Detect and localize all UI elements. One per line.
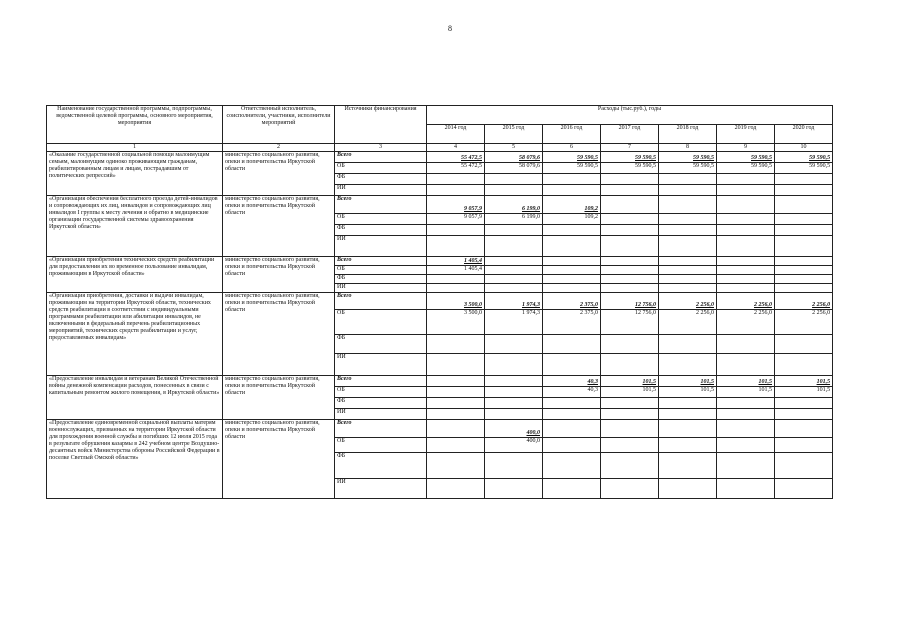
- funding-source: ОБ: [335, 214, 427, 225]
- amount-cell: 101,5: [717, 376, 775, 387]
- amount-cell: [659, 225, 717, 236]
- amount-cell: [659, 284, 717, 293]
- amount-cell: [601, 266, 659, 275]
- amount-cell: [775, 236, 833, 257]
- amount-cell: 40,3: [543, 387, 601, 398]
- amount-cell: 59 590,5: [717, 163, 775, 174]
- header-index: 2: [223, 144, 335, 152]
- amount-cell: [485, 225, 543, 236]
- amount-cell: 59 590,5: [601, 163, 659, 174]
- amount-cell: [775, 275, 833, 284]
- header-index: 8: [659, 144, 717, 152]
- amount-cell: [427, 398, 485, 409]
- amount-cell: [601, 398, 659, 409]
- amount-cell: [543, 185, 601, 196]
- funding-source: Всего: [335, 152, 427, 163]
- amount-cell: 101,5: [775, 376, 833, 387]
- amount-cell: [485, 266, 543, 275]
- amount-cell: [427, 185, 485, 196]
- amount-cell: [717, 196, 775, 214]
- amount-cell: [427, 376, 485, 387]
- amount-cell: [427, 275, 485, 284]
- amount-cell: 101,5: [601, 387, 659, 398]
- amount-cell: [659, 409, 717, 420]
- amount-cell: [717, 438, 775, 453]
- amount-cell: 12 756,0: [601, 293, 659, 310]
- amount-cell: 3 500,0: [427, 293, 485, 310]
- program-name: «Организация обеспечения бесплатного проезда детей-инвалидов и сопровождающих их лиц, инвалидов и сопровождающих лиц инвалидов I группы к месту лечения и обратно в медицинские организации государственной системы здравоохранения Иркутской области»: [47, 196, 223, 257]
- page-number: 8: [448, 24, 452, 33]
- funding-source: ОБ: [335, 310, 427, 335]
- amount-cell: [427, 174, 485, 185]
- amount-cell: [717, 398, 775, 409]
- amount-cell: [427, 354, 485, 376]
- amount-cell: 1 974,3: [485, 310, 543, 335]
- funding-source: Всего: [335, 257, 427, 266]
- amount-cell: [659, 438, 717, 453]
- amount-cell: 40,3: [543, 376, 601, 387]
- amount-cell: 1 974,3: [485, 293, 543, 310]
- table-row: [47, 152, 833, 163]
- amount-cell: 59 590,5: [601, 152, 659, 163]
- amount-cell: 2 375,0: [543, 293, 601, 310]
- amount-cell: [659, 453, 717, 479]
- amount-cell: [659, 479, 717, 499]
- amount-cell: [485, 376, 543, 387]
- amount-cell: [717, 453, 775, 479]
- amount-cell: [543, 266, 601, 275]
- header-sources: Источники финансирования: [335, 106, 427, 144]
- amount-cell: [485, 236, 543, 257]
- amount-cell: [601, 453, 659, 479]
- amount-cell: [601, 257, 659, 266]
- header-year: 2018 год: [659, 125, 717, 144]
- amount-cell: [717, 225, 775, 236]
- amount-cell: 2 256,0: [775, 293, 833, 310]
- amount-cell: [543, 479, 601, 499]
- amount-cell: [717, 420, 775, 438]
- amount-cell: 9 057,9: [427, 196, 485, 214]
- amount-cell: [543, 225, 601, 236]
- amount-cell: 2 256,0: [659, 310, 717, 335]
- amount-cell: [543, 438, 601, 453]
- amount-cell: 101,5: [659, 376, 717, 387]
- amount-cell: [659, 275, 717, 284]
- amount-cell: 58 079,6: [485, 163, 543, 174]
- amount-cell: [601, 284, 659, 293]
- amount-cell: [601, 174, 659, 185]
- amount-cell: [717, 335, 775, 354]
- amount-cell: [601, 354, 659, 376]
- amount-cell: [427, 453, 485, 479]
- funding-source: ОБ: [335, 163, 427, 174]
- amount-cell: [659, 196, 717, 214]
- funding-source: ОБ: [335, 387, 427, 398]
- amount-cell: [543, 409, 601, 420]
- amount-cell: [717, 257, 775, 266]
- amount-cell: [775, 398, 833, 409]
- amount-cell: [485, 479, 543, 499]
- executor: министерство социального развития, опеки и попечительства Иркутской области: [223, 293, 335, 376]
- amount-cell: 59 590,5: [543, 163, 601, 174]
- header-year: 2015 год: [485, 125, 543, 144]
- amount-cell: 101,5: [601, 376, 659, 387]
- amount-cell: [543, 398, 601, 409]
- amount-cell: [717, 266, 775, 275]
- amount-cell: 101,5: [659, 387, 717, 398]
- amount-cell: [427, 284, 485, 293]
- amount-cell: 55 472,5: [427, 152, 485, 163]
- program-name: «Предоставление единовременной социальной выплаты матерям военнослужащих, призванных на территории Иркутской области для прохождения военной службы и погибших 12 июля 2015 года в результате обрушения казармы в 242 учебном центре Воздушно-десантных войск Министерства обороны Российской Федерации в поселке Светлый Омской области»: [47, 420, 223, 499]
- amount-cell: 59 590,5: [659, 163, 717, 174]
- funding-source: ИИ: [335, 185, 427, 196]
- amount-cell: [775, 214, 833, 225]
- amount-cell: [601, 420, 659, 438]
- amount-cell: [775, 479, 833, 499]
- funding-source: ИИ: [335, 409, 427, 420]
- amount-cell: [427, 409, 485, 420]
- header-index: 10: [775, 144, 833, 152]
- executor: министерство социального развития, опеки и попечительства Иркутской области: [223, 196, 335, 257]
- amount-cell: [543, 236, 601, 257]
- amount-cell: 2 256,0: [717, 293, 775, 310]
- header-index: 3: [335, 144, 427, 152]
- table-row: [47, 257, 833, 266]
- program-name: «Оказание государственной социальной помощи малоимущим семьям, малоимущим одиноко проживающим гражданам, реабилитированным лицам и лицам, пострадавшим от политических репрессий»: [47, 152, 223, 196]
- amount-cell: [485, 185, 543, 196]
- funding-source: Всего: [335, 196, 427, 214]
- amount-cell: [543, 275, 601, 284]
- amount-cell: [775, 409, 833, 420]
- amount-cell: [601, 196, 659, 214]
- amount-cell: [717, 354, 775, 376]
- amount-cell: [543, 354, 601, 376]
- header-index: 4: [427, 144, 485, 152]
- amount-cell: 2 256,0: [775, 310, 833, 335]
- table-row: [47, 420, 833, 438]
- header-year: 2016 год: [543, 125, 601, 144]
- funding-source: ОБ: [335, 266, 427, 275]
- amount-cell: [717, 479, 775, 499]
- amount-cell: [543, 284, 601, 293]
- header-index: 9: [717, 144, 775, 152]
- amount-cell: [601, 479, 659, 499]
- header-expenses: Расходы (тыс.руб.), годы: [427, 106, 833, 125]
- amount-cell: [601, 275, 659, 284]
- amount-cell: [543, 335, 601, 354]
- amount-cell: [659, 185, 717, 196]
- executor: министерство социального развития, опеки и попечительства Иркутской области: [223, 420, 335, 499]
- amount-cell: [717, 409, 775, 420]
- amount-cell: [543, 257, 601, 266]
- amount-cell: [485, 284, 543, 293]
- header-index: 7: [601, 144, 659, 152]
- amount-cell: [775, 196, 833, 214]
- funding-source: ФБ: [335, 398, 427, 409]
- amount-cell: [717, 284, 775, 293]
- amount-cell: [601, 409, 659, 420]
- amount-cell: 55 472,5: [427, 163, 485, 174]
- amount-cell: 6 199,0: [485, 196, 543, 214]
- amount-cell: [427, 225, 485, 236]
- amount-cell: [775, 257, 833, 266]
- amount-cell: [775, 438, 833, 453]
- funding-source: ФБ: [335, 335, 427, 354]
- amount-cell: [717, 236, 775, 257]
- executor: министерство социального развития, опеки и попечительства Иркутской области: [223, 376, 335, 420]
- program-name: «Организация приобретения, доставки и выдачи инвалидам, проживающим на территории Иркутской области, технических средств реабилитации в соответствии с индивидуальными программами реабилитации или абилитации инвалидов, не включенными в федеральный перечень реабилитационных мероприятий, технических средств реабилитации и услуг, предоставляемых инвалидам»: [47, 293, 223, 376]
- amount-cell: [485, 257, 543, 266]
- amount-cell: [601, 225, 659, 236]
- amount-cell: [659, 236, 717, 257]
- amount-cell: [485, 387, 543, 398]
- amount-cell: [427, 479, 485, 499]
- amount-cell: [427, 387, 485, 398]
- amount-cell: [775, 284, 833, 293]
- amount-cell: [485, 398, 543, 409]
- amount-cell: [485, 354, 543, 376]
- amount-cell: 101,5: [775, 387, 833, 398]
- amount-cell: [775, 174, 833, 185]
- amount-cell: [601, 335, 659, 354]
- header-year: 2017 год: [601, 125, 659, 144]
- funding-source: ФБ: [335, 174, 427, 185]
- amount-cell: 6 199,0: [485, 214, 543, 225]
- amount-cell: [601, 236, 659, 257]
- amount-cell: [427, 335, 485, 354]
- funding-source: ОБ: [335, 438, 427, 453]
- amount-cell: 1 405,4: [427, 266, 485, 275]
- amount-cell: [775, 335, 833, 354]
- header-index: 5: [485, 144, 543, 152]
- amount-cell: 101,5: [717, 387, 775, 398]
- header-program: Наименование государственной программы, подпрограммы, ведомственной целевой программы, основного мероприятия, мероприятия: [47, 106, 223, 144]
- amount-cell: [427, 420, 485, 438]
- amount-cell: 2 375,0: [543, 310, 601, 335]
- amount-cell: [485, 174, 543, 185]
- amount-cell: [775, 420, 833, 438]
- amount-cell: 59 590,5: [543, 152, 601, 163]
- header-index: 6: [543, 144, 601, 152]
- funding-source: Всего: [335, 293, 427, 310]
- amount-cell: [659, 335, 717, 354]
- amount-cell: [717, 185, 775, 196]
- amount-cell: [485, 275, 543, 284]
- amount-cell: [427, 236, 485, 257]
- amount-cell: 2 256,0: [717, 310, 775, 335]
- amount-cell: 1 405,4: [427, 257, 485, 266]
- amount-cell: [717, 214, 775, 225]
- header-executor: Ответственный исполнитель, соисполнители, участники, исполнители мероприятий: [223, 106, 335, 144]
- funding-source: ИИ: [335, 354, 427, 376]
- amount-cell: 59 590,5: [775, 152, 833, 163]
- amount-cell: 59 590,5: [717, 152, 775, 163]
- amount-cell: [601, 214, 659, 225]
- budget-table: [46, 105, 833, 499]
- amount-cell: [543, 174, 601, 185]
- amount-cell: 58 079,6: [485, 152, 543, 163]
- amount-cell: [717, 275, 775, 284]
- funding-source: Всего: [335, 376, 427, 387]
- amount-cell: [601, 438, 659, 453]
- amount-cell: [485, 453, 543, 479]
- header-year: 2014 год: [427, 125, 485, 144]
- amount-cell: [775, 266, 833, 275]
- amount-cell: 400,0: [485, 438, 543, 453]
- amount-cell: [775, 354, 833, 376]
- amount-cell: [775, 453, 833, 479]
- amount-cell: [659, 354, 717, 376]
- amount-cell: [601, 185, 659, 196]
- table-row: [47, 293, 833, 310]
- amount-cell: 400,0: [485, 420, 543, 438]
- amount-cell: [543, 420, 601, 438]
- amount-cell: 109,2: [543, 196, 601, 214]
- header-year: 2019 год: [717, 125, 775, 144]
- header-year: 2020 год: [775, 125, 833, 144]
- table-row: [47, 376, 833, 387]
- amount-cell: [485, 335, 543, 354]
- program-name: «Предоставление инвалидам и ветеранам Великой Отечественной войны денежной компенсации расходов, понесенных в связи с капитальным ремонтом жилого помещения, в Иркутской области»: [47, 376, 223, 420]
- amount-cell: [717, 174, 775, 185]
- funding-source: ИИ: [335, 479, 427, 499]
- executor: министерство социального развития, опеки и попечительства Иркутской области: [223, 152, 335, 196]
- amount-cell: 59 590,5: [775, 163, 833, 174]
- executor: министерство социального развития, опеки и попечительства Иркутской области: [223, 257, 335, 293]
- amount-cell: 2 256,0: [659, 293, 717, 310]
- program-name: «Организация приобретения технических средств реабилитации для предоставления их во временное пользование инвалидам, проживающим в Иркутской области»: [47, 257, 223, 293]
- amount-cell: 9 057,9: [427, 214, 485, 225]
- amount-cell: [659, 257, 717, 266]
- funding-source: ФБ: [335, 453, 427, 479]
- amount-cell: 12 756,0: [601, 310, 659, 335]
- amount-cell: [427, 438, 485, 453]
- funding-source: Всего: [335, 420, 427, 438]
- amount-cell: [659, 214, 717, 225]
- amount-cell: [659, 174, 717, 185]
- funding-source: ФБ: [335, 275, 427, 284]
- amount-cell: [775, 185, 833, 196]
- funding-source: ИИ: [335, 284, 427, 293]
- funding-source: ИИ: [335, 236, 427, 257]
- amount-cell: 3 500,0: [427, 310, 485, 335]
- amount-cell: 59 590,5: [659, 152, 717, 163]
- amount-cell: 109,2: [543, 214, 601, 225]
- table-row: [47, 196, 833, 214]
- header-index: 1: [47, 144, 223, 152]
- amount-cell: [543, 453, 601, 479]
- amount-cell: [659, 398, 717, 409]
- funding-source: ФБ: [335, 225, 427, 236]
- amount-cell: [775, 225, 833, 236]
- amount-cell: [659, 266, 717, 275]
- amount-cell: [659, 420, 717, 438]
- amount-cell: [485, 409, 543, 420]
